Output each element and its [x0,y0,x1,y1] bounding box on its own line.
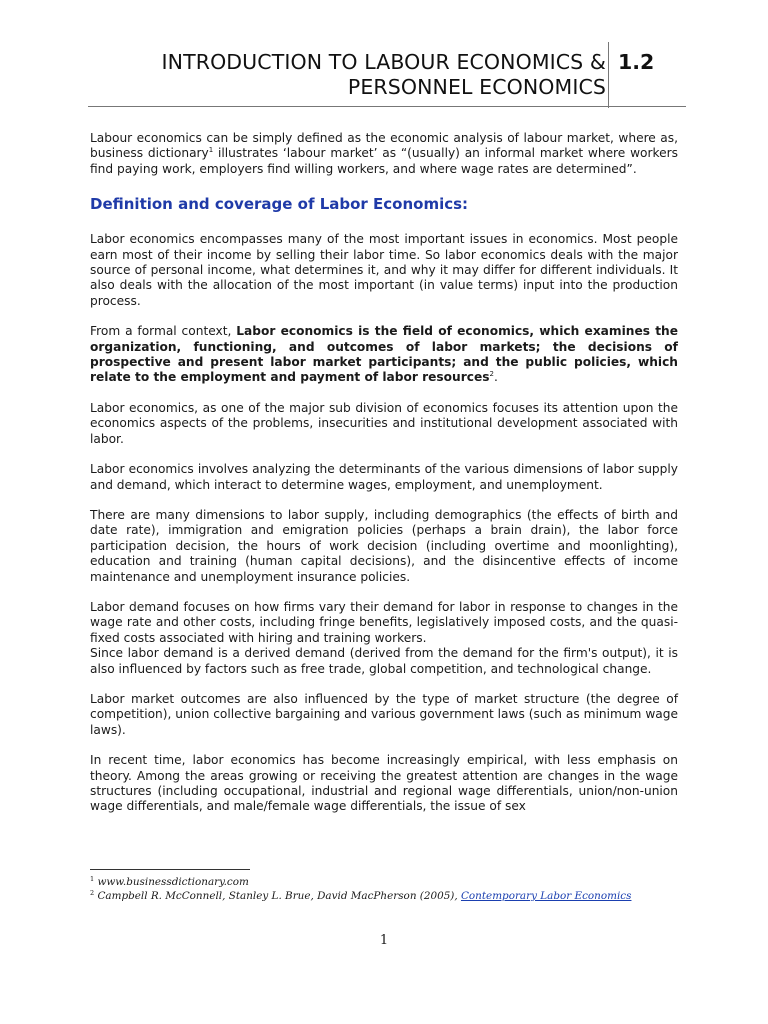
document-title [88,50,606,100]
section-number: 1.2 [618,50,655,74]
page-number: 1 [379,933,389,948]
paragraph-6: Labor demand focuses on how firms vary their demand for labor in response to changes in the wage rate and other costs, including fringe benefits, legislatively imposed costs, and the quasi-fixed costs associated with hiring and training workers. [90,599,678,645]
paragraph-8: Labor market outcomes are also influenced by the type of market structure (the degree of competition), union collective bargaining and various government laws (such as minimum wage laws). [90,691,678,737]
paragraph-2-end: . [493,370,498,385]
section-heading: Definition and coverage of Labor Economics: [90,195,469,214]
footnote-2-link[interactable]: Contemporary Labor Economics [460,890,632,902]
paragraph-2 [90,324,678,386]
definition-bold: Labor economics is the field of economics, which examines the organization, functioning, and outcomes of labor markets; the decisions of prospective and present labor market participants; and the public policies, which relate to the employment and payment of labor resources [90,324,678,385]
footnotes [90,875,680,903]
footnote-separator [90,869,250,870]
paragraph-7: Since labor demand is a derived demand (derived from the demand for the firm's output), it is also influenced by factors such as free trade, global competition, and technological change. [90,646,678,676]
paragraph-4: Labor economics involves analyzing the determinants of the various dimensions of labor supply and demand, which interact to determine wages, employment, and unemployment. [90,462,678,492]
header-divider-horizontal [88,106,686,107]
footnote-2 [90,889,680,903]
paragraph-5: There are many dimensions to labor supply, including demographics (the effects of birth and date rate), immigration and emigration policies (perhaps a brain drain), the labor force participation decision, the hours of work decision (including overtime and moonlighting), education and training (human capital decisions), and the disincentive effects of income maintenance and unemployment insurance policies. [90,507,678,584]
paragraph-2-lead: From a formal context, [90,324,237,339]
document-body [90,131,678,830]
footnote-ref-2[interactable]: 2 [489,370,494,379]
paragraph-1: Labor economics encompasses many of the most important issues in economics. Most people earn most of their income by selling their labor time. So labor economics deals with the major source of personal income, what determines it, and why it may differ for different individuals. It also deals with the allocation of the most important (in value terms) input into the production process. [90,232,678,308]
page-header [88,42,678,108]
title-line-1: INTRODUCTION TO LABOUR ECONOMICS & [161,50,606,74]
paragraph-3: Labor economics, as one of the major sub division of economics focuses its attention upon the economics aspects of the problems, insecurities and institutional development associated with labor. [90,400,678,446]
footnote-2-number: 2 [90,889,95,897]
footnote-2-text: Campbell R. McConnell, Stanley L. Brue, David MacPherson (2005), [94,890,461,902]
footnote-1-text: www.businessdictionary.com [94,876,249,888]
paragraph-9: In recent time, labor economics has become increasingly empirical, with less emphasis on theory. Among the areas growing or receiving the greatest attention are changes in the wage structures (including occupational, industrial and regional wage differentials, union/non-union wage differentials, and male/female wage differentials, the issue of sex [90,753,678,814]
intro-text: Labour economics can be simply defined as the economic analysis of labour market, where as, business dictionary [90,131,678,161]
footnote-ref-1[interactable]: 1 [208,146,214,155]
title-line-2: PERSONNEL ECONOMICS [347,75,606,99]
footnote-1 [90,875,680,889]
footnote-1-number: 1 [90,875,95,883]
intro-text-cont: illustrates ‘labour market’ as “(usually) an informal market where workers find paying work, employers find willing workers, and where wage rates are determined”. [90,146,678,176]
header-divider-vertical [608,42,609,108]
intro-paragraph [90,131,678,177]
